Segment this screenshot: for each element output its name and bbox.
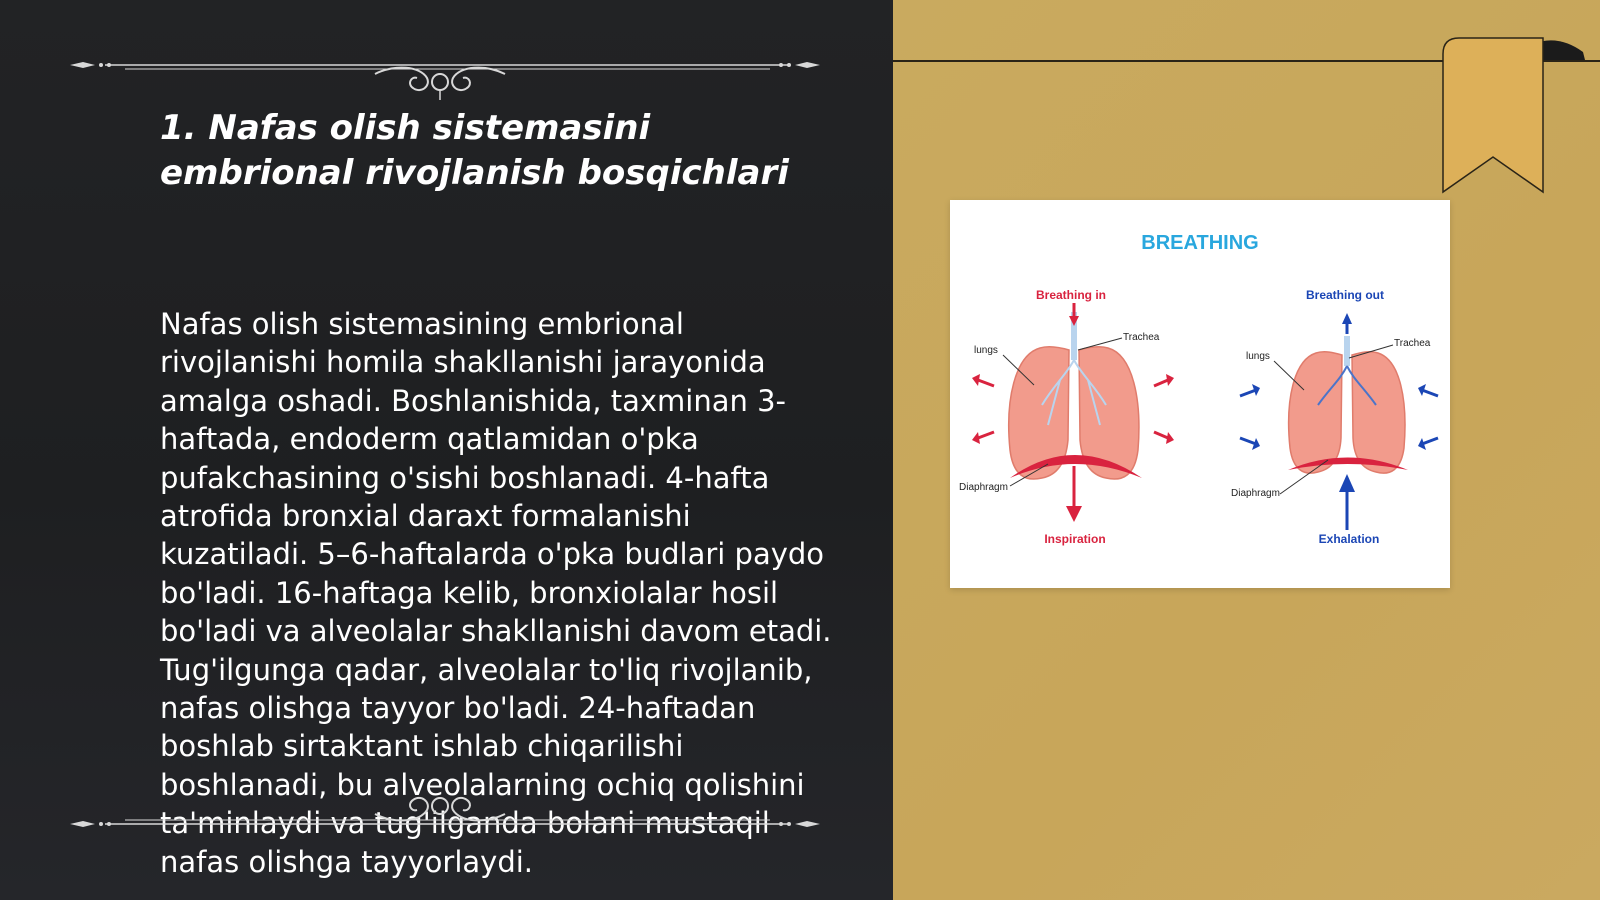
slide-title: 1. Nafas olish sistemasini embrional rivojlanish bosqichlari — [160, 108, 789, 193]
exhale-caption: Exhalation — [1318, 532, 1380, 546]
ornamental-frame-top — [65, 40, 825, 100]
exhale-trachea-label: Trachea — [1394, 338, 1431, 349]
exhale-diaphragm-label: Diaphragm — [1231, 488, 1280, 499]
inhale-trachea-label: Trachea — [1123, 332, 1160, 343]
breathing-out-heading: Breathing out — [1306, 288, 1384, 302]
right-panel — [893, 0, 1600, 900]
bookmark-ribbon-icon — [1433, 34, 1595, 204]
inhale-diaphragm-label: Diaphragm — [959, 482, 1008, 493]
exhale-lungs-illustration — [1288, 336, 1408, 473]
breathing-in-heading: Breathing in — [1035, 288, 1107, 302]
exhale-lungs-label: lungs — [1246, 351, 1270, 362]
diagram-title: BREATHING — [1141, 232, 1259, 254]
inhale-lungs-illustration — [1009, 312, 1142, 479]
ornamental-frame-bottom — [65, 780, 825, 840]
breathing-diagram — [950, 200, 1450, 588]
inhale-lungs-label: lungs — [974, 345, 998, 356]
inhale-caption: Inspiration — [1044, 532, 1106, 546]
body-text: Nafas olish sistemasining embrional rivojlanishi homila shakllanishi jarayonida amalga oshadi. Boshlanishida, taxminan 3-haftada, endoderm qatlamidan o'pka pufakchasining o'sishi boshlanadi. 4-hafta atrofida bronxial daraxt formalanishi kuzatiladi. 5–6-haftalarda o'pka budlari paydo bo'ladi. 16-haftaga kelib, bronxiolalar hosil bo'ladi va alveolalar shakllanishi davom etadi. Tug'ilgunga qadar, alveolalar to'liq rivojlanib, nafas olishga tayyor bo'ladi. 24-haftadan boshlab sirtaktant ishlab chiqarilishi boshlanadi, bu alveolalarning ochiq qolishini ta'minlaydi va tug'ilganda bolani mustaqil nafas olishga tayyorlaydi. — [160, 307, 832, 879]
